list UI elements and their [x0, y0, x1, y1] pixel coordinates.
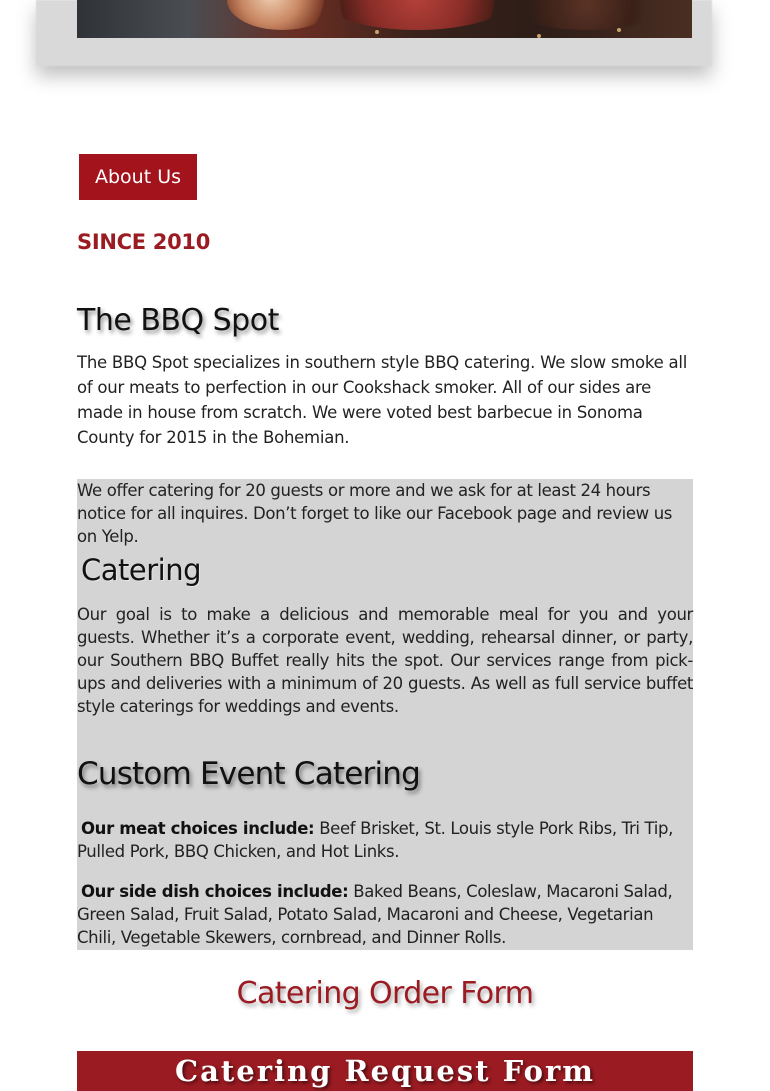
since-label: SINCE 2010: [77, 230, 211, 254]
hero-section: [0, 0, 770, 80]
hero-image: [77, 0, 692, 38]
meat-choices-paragraph: [77, 817, 693, 863]
side-choices-text: Baked Beans, Coleslaw, Macaroni Salad, Green Salad, Fruit Salad, Potato Salad, Macaroni and Cheese, Vegetarian Chili, Vegetable Skewers, cornbread, and Dinner Rolls.: [77, 882, 673, 947]
catering-heading: Catering: [81, 553, 202, 587]
custom-event-heading: Custom Event Catering: [77, 756, 421, 792]
side-choices-label: Our side dish choices include:: [81, 882, 349, 901]
catering-request-form-title: Catering Request Form: [175, 1054, 595, 1088]
intro-paragraph: The BBQ Spot specializes in southern style BBQ catering. We slow smoke all of our meats to perfection in our Cookshack smoker. All of our sides are made in house from scratch. We were voted best barbecue in Sonoma County for 2015 in the Bohemian.: [77, 353, 688, 447]
catering-offer-paragraph: We offer catering for 20 guests or more and we ask for at least 24 hours notice for all inquires. Don’t forget to like our Facebook page and review us on Yelp.: [77, 481, 673, 546]
catering-request-form-banner: [77, 1051, 693, 1091]
side-choices-paragraph: [77, 880, 693, 949]
meat-choices-text: Beef Brisket, St. Louis style Pork Ribs, Tri Tip, Pulled Pork, BBQ Chicken, and Hot Links.: [77, 819, 673, 861]
catering-goal-paragraph: Our goal is to make a delicious and memorable meal for you and your guests. Whether it’s a corporate event, wedding, rehearsal dinner, or party, our Southern BBQ Buffet really hits the spot. Our services range from pick-ups and deliveries with a minimum of 20 guests. As well as full service buffet style caterings for weddings and events.: [77, 605, 693, 716]
meat-choices-label: Our meat choices include:: [81, 819, 315, 838]
catering-order-form-link[interactable]: Catering Order Form: [236, 976, 534, 1011]
bbq-spot-heading: The BBQ Spot: [77, 303, 279, 338]
about-us-button[interactable]: About Us: [79, 154, 197, 200]
